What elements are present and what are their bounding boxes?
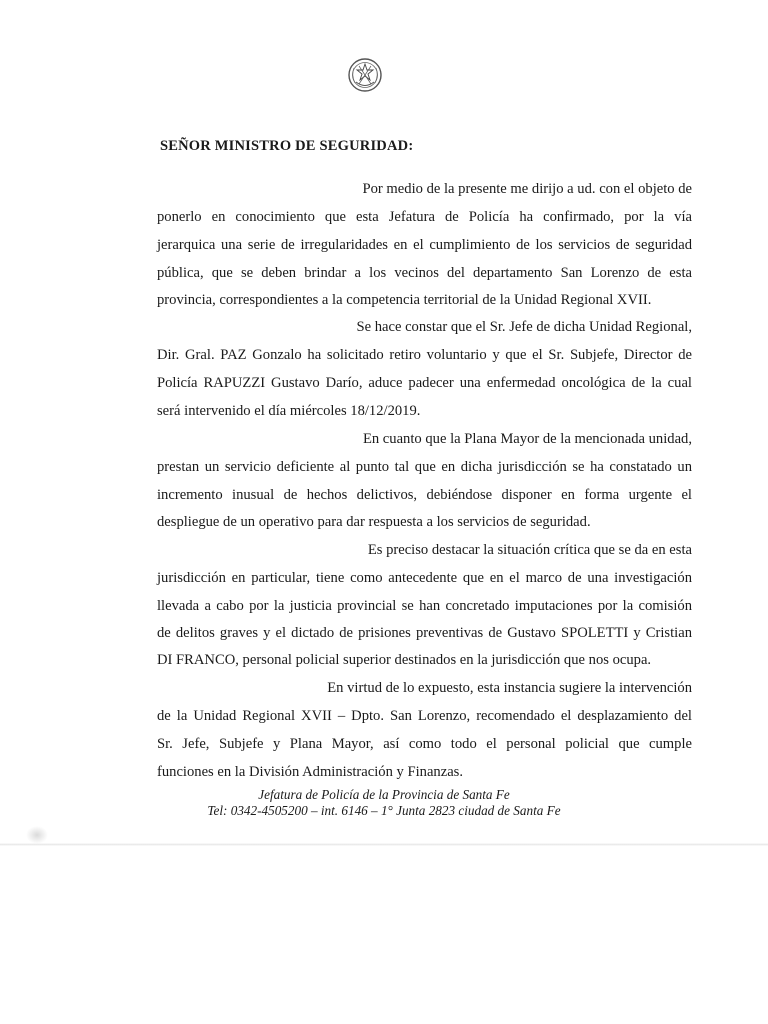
paragraph-3-line-4: despliegue de un operativo para dar respuesta a los servicios de seguridad.	[157, 514, 591, 530]
footer-institution: Jefatura de Policía de la Provincia de Santa Fe	[258, 787, 510, 802]
paragraph-5-line-2: de la Unidad Regional XVII – Dpto. San Lorenzo, recomendado el desplazamiento del	[157, 708, 692, 724]
scan-artifact	[26, 826, 48, 844]
paragraph-3-line-2: prestan un servicio deficiente al punto tal que en dicha jurisdicción se ha constatado un	[157, 459, 692, 475]
paragraph-3-line-1: En cuanto que la Plana Mayor de la mencionada unidad,	[362, 431, 692, 447]
paragraph-1-line-5: provincia, correspondientes a la competencia territorial de la Unidad Regional XVII.	[157, 292, 652, 308]
paragraph-4-line-4: de delitos graves y el dictado de prisiones preventivas de Gustavo SPOLETTI y Cristian	[157, 625, 692, 641]
paragraph-2-line-3: Policía RAPUZZI Gustavo Darío, aduce padecer una enfermedad oncológica de la cual	[157, 375, 692, 391]
paragraph-2-line-4: será intervenido el día miércoles 18/12/2019.	[157, 403, 421, 419]
paragraph-5-line-1: En virtud de lo expuesto, esta instancia sugiere la intervención	[327, 680, 692, 696]
footer-contact: Tel: 0342-4505200 – int. 6146 – 1° Junta 2823 ciudad de Santa Fe	[207, 803, 561, 818]
paragraph-5-line-4: funciones en la División Administración y Finanzas.	[157, 764, 464, 780]
paragraph-3-line-3: incremento inusual de hechos delictivos, debiéndose disponer en forma urgente el	[157, 487, 692, 503]
paragraph-1-line-3: jerarquica una serie de irregularidades en el cumplimiento de los servicios de seguridad	[157, 237, 692, 253]
paragraph-1-line-1: Por medio de la presente me dirijo a ud. con el objeto de	[362, 181, 692, 197]
salutation: SEÑOR MINISTRO DE SEGURIDAD:	[160, 138, 414, 154]
page-edge-divider	[0, 843, 768, 846]
paragraph-2-line-1: Se hace constar que el Sr. Jefe de dicha Unidad Regional,	[356, 319, 692, 335]
paragraph-4-line-3: llevada a cabo por la justicia provincial se han concretado imputaciones por la comisión	[157, 598, 692, 614]
paragraph-1-line-4: pública, que se deben brindar a los vecinos del departamento San Lorenzo de esta	[157, 265, 692, 281]
paragraph-4-line-5: DI FRANCO, personal policial superior destinados en la jurisdicción que nos ocupa.	[157, 652, 652, 668]
paragraph-4-line-2: jurisdicción en particular, tiene como antecedente que en el marco de una investigación	[157, 570, 692, 586]
paragraph-5-line-3: Sr. Jefe, Subjefe y Plana Mayor, así como todo el personal policial que cumple	[157, 736, 692, 752]
paragraph-4-line-1: Es preciso destacar la situación crítica que se da en esta	[367, 542, 692, 558]
paragraph-1-line-2: ponerlo en conocimiento que esta Jefatura de Policía ha confirmado, por la vía	[157, 209, 692, 225]
coat-of-arms-icon	[346, 56, 384, 94]
paragraph-2-line-2: Dir. Gral. PAZ Gonzalo ha solicitado retiro voluntario y que el Sr. Subjefe, Director de	[157, 347, 692, 363]
